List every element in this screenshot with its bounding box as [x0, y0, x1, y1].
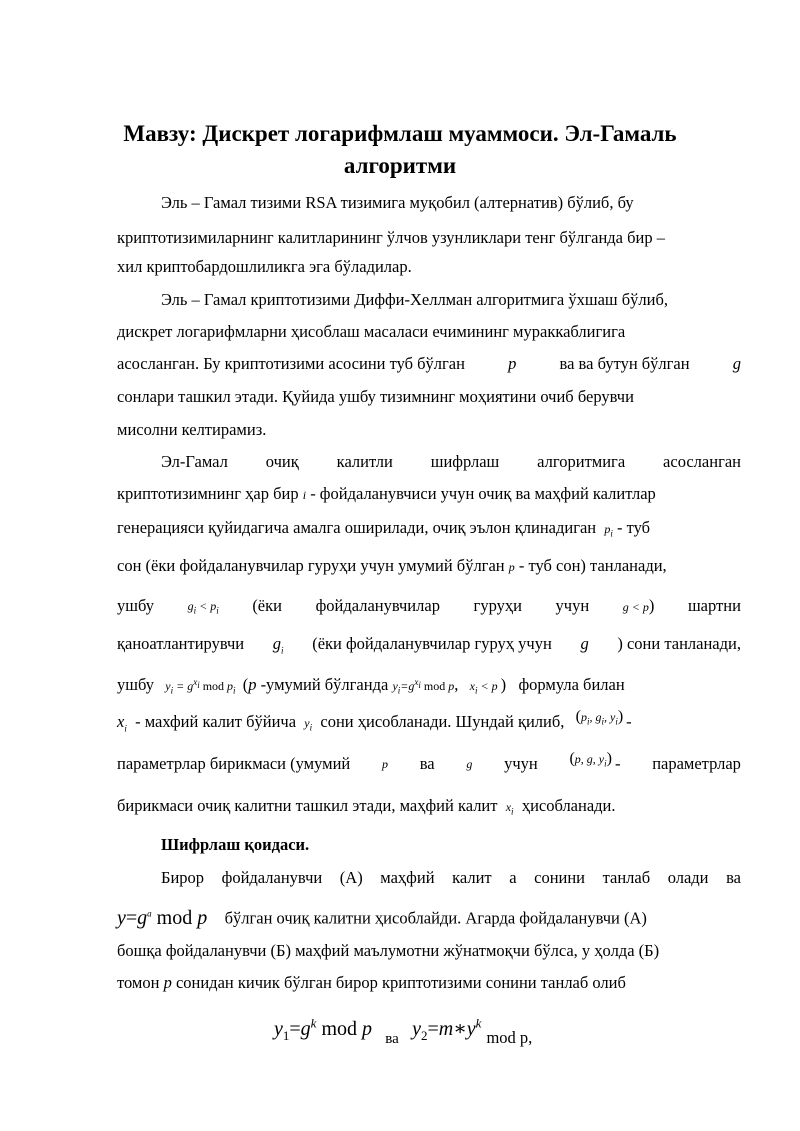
title-line-2: алгоритми — [343, 153, 457, 178]
p3-line-7: ушбу $y_i = g^{x_i}$ mod $p_i$ (p -умумий бўлганда $y_i=g^{x_i}$ mod p, $x_i < p$ ) формула билан — [117, 675, 625, 696]
title-line-1: Мавзу: Дискрет логарифмлаш муаммоси. Эл-Гамаль — [123, 121, 677, 146]
p4-line-1: Бирор фойдаланувчи (А) маҳфий калит а сонини танлаб олади ва — [161, 868, 741, 887]
p4-line-5-formulas: $y_1=g^k$ mod p ва $y_2=m∗y^k$ mod p, — [274, 1015, 533, 1047]
p2-line-4: сонлари ташкил этади. Қуйида ушбу тизимнинг моҳиятини очиб берувчи — [117, 387, 634, 406]
tuple-pgy-i: (pi, gi, yi) — [575, 708, 624, 727]
formula-yi: $y_i = g^{x_i}$ mod $p_i$ — [165, 677, 236, 696]
p2-line-1: Эль – Гамал криптотизими Диффи-Хеллман алгоритмига ўхшаш бўлиб, — [161, 290, 668, 309]
p4-line-4: томон p сонидан кичик бўлган бирор криптотизими сонини танлаб олиб — [117, 973, 626, 992]
p2-line-3: асосланган. Бу криптотизими асосини туб бўлган p ва ва бутун бўлган g — [117, 354, 741, 373]
formula-y1: $y_1=g^k$ mod p — [274, 1015, 373, 1043]
p3-line-3: генерацияси қуйидагича амалга оширилади, очиқ эълон қлинадиган $p_i$ - туб — [117, 518, 651, 539]
tuple-pgy: (p, g, yi) — [569, 750, 612, 769]
p3-line-10: бирикмаси очиқ калитни ташкил этади, маҳфий калит $x_i$ ҳисобланади. — [117, 796, 616, 817]
p4-line-2: $y=g^a$ mod p бўлган очиқ калитни ҳисоблайди. Агарда фойдаланувчи (А) — [117, 906, 647, 929]
p3-line-9: параметрлар бирикмаси (умумий p ва g учун $^{(p, g, y_i)}$ - параметрлар — [117, 750, 741, 773]
formula-y-ga: $y=g^a$ mod p — [117, 906, 208, 929]
section-heading: Шифрлаш қоидаси. — [161, 835, 310, 854]
p3-line-6: қаноатлантирувчи $g_i$ (ёки фойдаланувчилар гуруҳ учун g ) сони танланади, — [117, 634, 741, 656]
p3-line-5: ушбу $g_i < p_i$ (ёки фойдаланувчилар гуруҳи учун g < p) шартни — [117, 596, 741, 616]
p2-line-2: дискрет логарифмларни ҳисоблаш масаласи ечимининг мураккаблигига — [117, 322, 626, 341]
p3-line-2: криптотизимнинг ҳар бир i - фойдаланувчиси учун очиқ ва маҳфий калитлар — [117, 484, 656, 503]
formula-y2: $y_2=m∗y^k$ — [412, 1015, 482, 1043]
p1-line-3: хил криптобардошлиликга эга бўладилар. — [117, 257, 412, 276]
p1-line-2: криптотизимиларнинг калитларининг ўлчов узунликлари тенг бўлганда бир – — [117, 228, 665, 247]
formula-yi-common: $y_i=g^{x_i}$ mod p — [392, 677, 455, 696]
page-title — [100, 118, 700, 182]
p3-line-1: Эл-Гамал очиқ калитли шифрлаш алгоритмига асосланган — [161, 452, 741, 471]
p3-line-4: сон (ёки фойдаланувчилар гуруҳи учун умумий бўлган p - туб сон) танланади, — [117, 556, 667, 575]
p2-line-5: мисолни келтирамиз. — [117, 420, 267, 439]
p3-line-8: $x_i$ - махфий калит бўйича $y_i$ сони ҳисобланади. Шундай қилиб, $^{(p_i, g_i, y_i)}$ - — [117, 708, 632, 734]
p1-line-1: Эль – Гамал тизими RSA тизимига муқобил (алтернатив) бўлиб, бу — [161, 193, 634, 212]
p4-line-3: бошқа фойдаланувчи (Б) маҳфий маълумотни жўнатмоқчи бўлса, у ҳолда (Б) — [117, 941, 660, 960]
